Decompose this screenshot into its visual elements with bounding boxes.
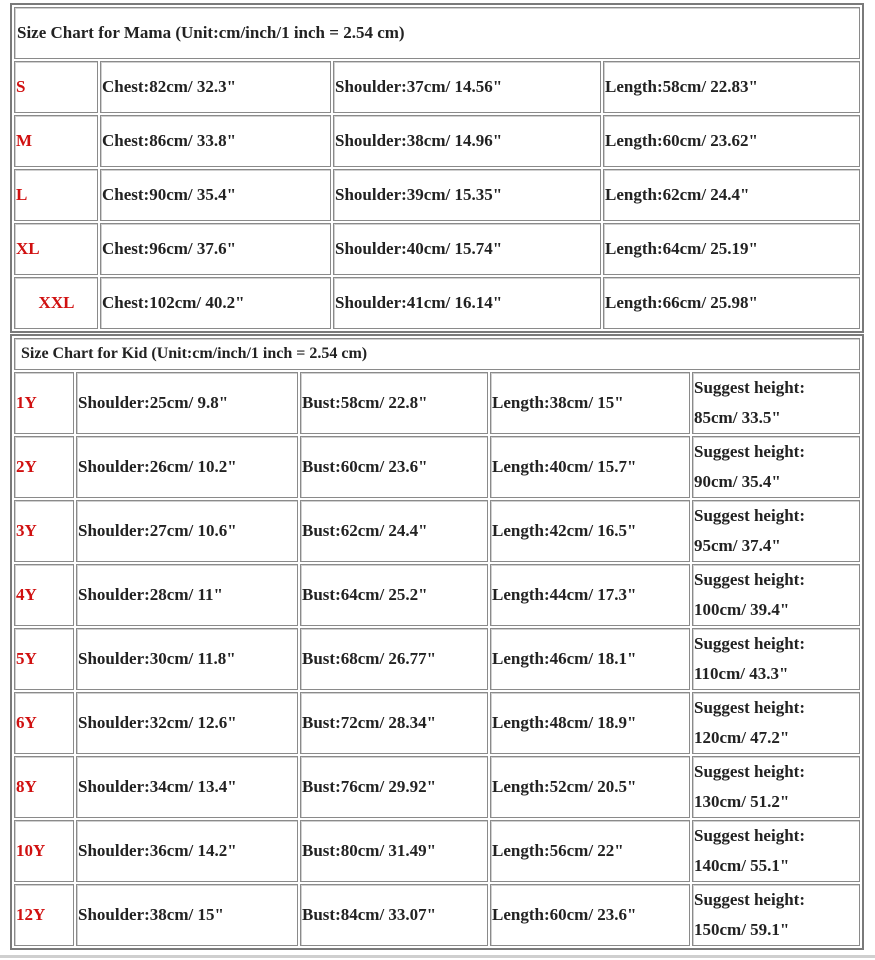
size-label: XXL	[14, 277, 98, 329]
size-label: XL	[14, 223, 98, 275]
bust-cell: Bust:62cm/ 24.4"	[300, 500, 488, 562]
size-label: 5Y	[14, 628, 74, 690]
suggest-height-value: 130cm/ 51.2"	[694, 792, 790, 811]
mama-table-title: Size Chart for Mama (Unit:cm/inch/1 inch = 2.54 cm)	[14, 7, 860, 59]
suggest-height-cell	[692, 820, 860, 882]
size-label: 6Y	[14, 692, 74, 754]
bust-cell: Bust:76cm/ 29.92"	[300, 756, 488, 818]
table-row	[14, 692, 860, 754]
length-cell: Length:64cm/ 25.19"	[603, 223, 860, 275]
bottom-divider	[0, 955, 875, 958]
suggest-height-cell	[692, 692, 860, 754]
length-cell: Length:60cm/ 23.6"	[490, 884, 690, 946]
mama-size-table	[10, 3, 864, 333]
bust-cell: Bust:58cm/ 22.8"	[300, 372, 488, 434]
table-row	[14, 820, 860, 882]
suggest-height-value: 150cm/ 59.1"	[694, 920, 790, 939]
shoulder-cell: Shoulder:27cm/ 10.6"	[76, 500, 298, 562]
suggest-height-cell	[692, 372, 860, 434]
suggest-height-value: 110cm/ 43.3"	[694, 664, 789, 683]
shoulder-cell: Shoulder:37cm/ 14.56"	[333, 61, 601, 113]
shoulder-cell: Shoulder:39cm/ 15.35"	[333, 169, 601, 221]
suggest-height-label: Suggest height:	[694, 506, 805, 525]
size-label: M	[14, 115, 98, 167]
suggest-height-value: 140cm/ 55.1"	[694, 856, 790, 875]
bust-cell: Bust:68cm/ 26.77"	[300, 628, 488, 690]
bust-cell: Bust:60cm/ 23.6"	[300, 436, 488, 498]
shoulder-cell: Shoulder:25cm/ 9.8"	[76, 372, 298, 434]
shoulder-cell: Shoulder:38cm/ 15"	[76, 884, 298, 946]
chest-cell: Chest:82cm/ 32.3"	[100, 61, 331, 113]
chest-cell: Chest:102cm/ 40.2"	[100, 277, 331, 329]
length-cell: Length:46cm/ 18.1"	[490, 628, 690, 690]
table-row	[14, 756, 860, 818]
length-cell: Length:44cm/ 17.3"	[490, 564, 690, 626]
suggest-height-cell	[692, 628, 860, 690]
table-row	[14, 223, 860, 275]
suggest-height-value: 95cm/ 37.4"	[694, 536, 781, 555]
suggest-height-cell	[692, 564, 860, 626]
suggest-height-label: Suggest height:	[694, 634, 805, 653]
shoulder-cell: Shoulder:28cm/ 11"	[76, 564, 298, 626]
length-cell: Length:56cm/ 22"	[490, 820, 690, 882]
suggest-height-cell	[692, 436, 860, 498]
size-label: 10Y	[14, 820, 74, 882]
length-cell: Length:52cm/ 20.5"	[490, 756, 690, 818]
length-cell: Length:38cm/ 15"	[490, 372, 690, 434]
suggest-height-cell	[692, 884, 860, 946]
size-label: S	[14, 61, 98, 113]
table-row	[14, 500, 860, 562]
chest-cell: Chest:86cm/ 33.8"	[100, 115, 331, 167]
table-row	[14, 169, 860, 221]
suggest-height-cell	[692, 756, 860, 818]
size-label: 1Y	[14, 372, 74, 434]
suggest-height-cell	[692, 500, 860, 562]
suggest-height-label: Suggest height:	[694, 378, 805, 397]
table-row	[14, 61, 860, 113]
suggest-height-label: Suggest height:	[694, 442, 805, 461]
shoulder-cell: Shoulder:32cm/ 12.6"	[76, 692, 298, 754]
length-cell: Length:58cm/ 22.83"	[603, 61, 860, 113]
length-cell: Length:40cm/ 15.7"	[490, 436, 690, 498]
suggest-height-value: 120cm/ 47.2"	[694, 728, 790, 747]
shoulder-cell: Shoulder:38cm/ 14.96"	[333, 115, 601, 167]
bust-cell: Bust:80cm/ 31.49"	[300, 820, 488, 882]
size-label: 8Y	[14, 756, 74, 818]
bust-cell: Bust:72cm/ 28.34"	[300, 692, 488, 754]
suggest-height-label: Suggest height:	[694, 826, 805, 845]
mama-title-row	[14, 7, 860, 59]
chest-cell: Chest:96cm/ 37.6"	[100, 223, 331, 275]
size-label: 3Y	[14, 500, 74, 562]
suggest-height-value: 85cm/ 33.5"	[694, 408, 781, 427]
table-row	[14, 628, 860, 690]
shoulder-cell: Shoulder:36cm/ 14.2"	[76, 820, 298, 882]
length-cell: Length:66cm/ 25.98"	[603, 277, 860, 329]
length-cell: Length:48cm/ 18.9"	[490, 692, 690, 754]
kid-title-row	[14, 338, 860, 370]
shoulder-cell: Shoulder:34cm/ 13.4"	[76, 756, 298, 818]
suggest-height-label: Suggest height:	[694, 698, 805, 717]
shoulder-cell: Shoulder:30cm/ 11.8"	[76, 628, 298, 690]
bust-cell: Bust:84cm/ 33.07"	[300, 884, 488, 946]
table-row	[14, 884, 860, 946]
shoulder-cell: Shoulder:41cm/ 16.14"	[333, 277, 601, 329]
table-row	[14, 115, 860, 167]
table-row	[14, 436, 860, 498]
suggest-height-label: Suggest height:	[694, 762, 805, 781]
size-label: L	[14, 169, 98, 221]
table-row	[14, 277, 860, 329]
size-label: 4Y	[14, 564, 74, 626]
shoulder-cell: Shoulder:26cm/ 10.2"	[76, 436, 298, 498]
table-row	[14, 564, 860, 626]
size-label: 2Y	[14, 436, 74, 498]
bust-cell: Bust:64cm/ 25.2"	[300, 564, 488, 626]
size-label: 12Y	[14, 884, 74, 946]
kid-table-title: Size Chart for Kid (Unit:cm/inch/1 inch = 2.54 cm)	[14, 338, 860, 370]
kid-size-table	[10, 334, 864, 950]
suggest-height-value: 100cm/ 39.4"	[694, 600, 790, 619]
suggest-height-label: Suggest height:	[694, 570, 805, 589]
length-cell: Length:62cm/ 24.4"	[603, 169, 860, 221]
suggest-height-label: Suggest height:	[694, 890, 805, 909]
suggest-height-value: 90cm/ 35.4"	[694, 472, 781, 491]
table-row	[14, 372, 860, 434]
length-cell: Length:60cm/ 23.62"	[603, 115, 860, 167]
shoulder-cell: Shoulder:40cm/ 15.74"	[333, 223, 601, 275]
chest-cell: Chest:90cm/ 35.4"	[100, 169, 331, 221]
length-cell: Length:42cm/ 16.5"	[490, 500, 690, 562]
